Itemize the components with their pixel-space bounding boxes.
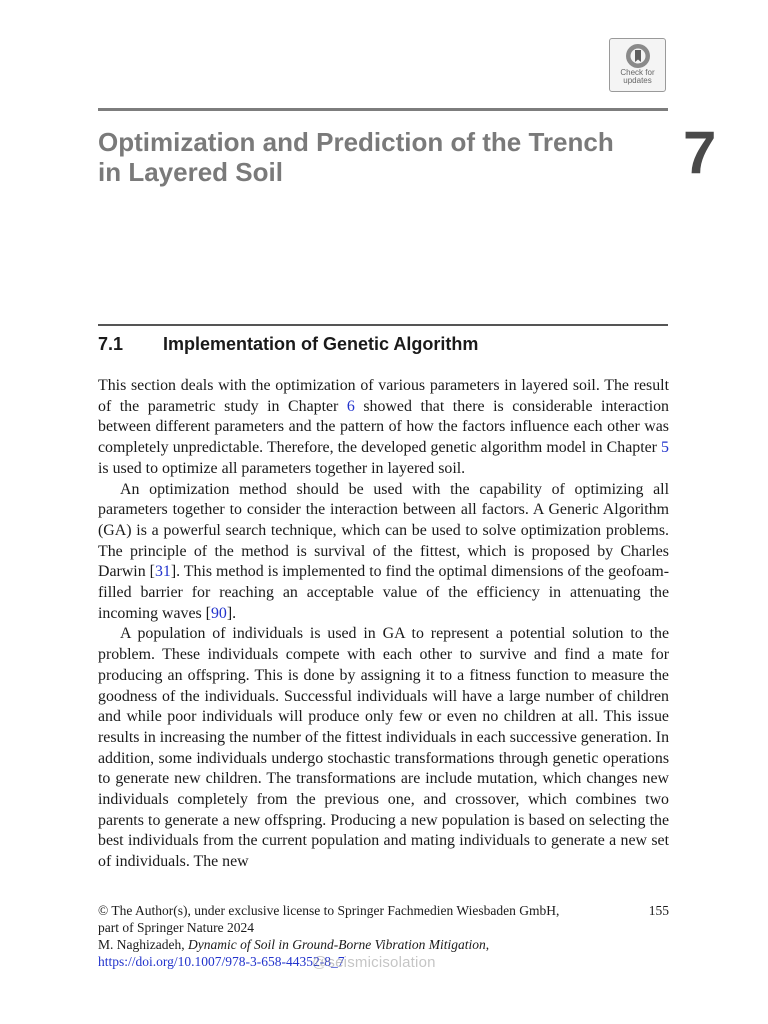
chapter-number: 7 [683,119,717,186]
badge-label-line2: updates [623,76,652,85]
citation-link[interactable]: 90 [210,604,227,622]
paragraph-text: An optimization method should be used with the capability of optimizing all parameters together to consider the interaction between all factors. A Generic Algorithm (GA) is a powerful search technique, which can be used to solve optimization problems. The principle of the method is survival of the fittest, which is proposed by Charles Darwin [ [98,480,669,581]
book-title: Dynamic of Soil in Ground-Borne Vibration Mitigation [187,937,486,952]
punctuation: , [485,937,490,952]
chapter-ref-link[interactable]: 5 [661,439,669,457]
section-title: Implementation of Genetic Algorithm [163,334,479,354]
copyright-line: © The Author(s), under exclusive license to Springer Fachmedien Wiesbaden GmbH, [98,903,560,918]
doi-link[interactable]: https://doi.org/10.1007/978-3-658-44352-8_7 [98,954,345,969]
citation-link[interactable]: 31 [154,563,171,581]
check-for-updates-badge[interactable] [609,38,666,92]
chapter-title-line1: Optimization and Prediction of the Trench [98,127,614,157]
publisher-line: part of Springer Nature 2024 [98,920,254,935]
paragraph-text: ]. This method is implemented to find the optimal dimensions of the geofoam-filled barrier for reaching an acceptable value of the efficiency in attenuating the incoming waves [ [98,563,669,622]
citation-line [98,936,669,953]
paragraph-text: showed that there is considerable interaction between different parameters and the pattern of how the factors influence each other was completely unpredictable. Therefore, the developed genetic algorithm model in Chapter [98,397,669,457]
bookmark-icon [625,43,651,69]
page-number: 155 [648,903,669,918]
paragraph-2 [98,480,669,625]
chapter-ref-link[interactable]: 6 [346,397,355,415]
body-text [98,376,669,873]
paragraph-text: is used to optimize all parameters together in layered soil. [98,459,466,477]
badge-label-line1: Check for [620,68,655,77]
paragraph-text: ]. [226,604,237,622]
watermark: @seismicisolation [312,954,436,971]
paragraph-1 [98,376,669,480]
chapter-top-rule [98,108,668,111]
section-rule [98,324,668,326]
author-name: M. Naghizadeh, [98,937,188,952]
paragraph-text: This section deals with the optimization of various parameters in layered soil. The result of the parametric study in Chapter [98,377,669,415]
section-heading [98,332,668,356]
paragraph-3: A population of individuals is used in GA to represent a potential solution to the problem. These individuals compete with each other to survive and find a mate for producing an offspring. This is done by assigning it to a fitness function to measure the goodness of the individuals. Successful individuals will have a large number of children and while poor individuals will produce only few or even no children at all. This issue results in increasing the number of the fittest individuals in each successive generation. In addition, some individuals undergo stochastic transformations through genetic operations to generate new children. The transformations are include mutation, which changes new individuals completely from the previous one, and crossover, which combines two parents to generate a new offspring. Producing a new population is based on selecting the best individuals from the current population and mating individuals to generate a new set of individuals. The new [98,625,670,871]
section-number: 7.1 [98,334,124,354]
chapter-title-line2: in Layered Soil [98,157,283,187]
chapter-title [98,127,658,187]
